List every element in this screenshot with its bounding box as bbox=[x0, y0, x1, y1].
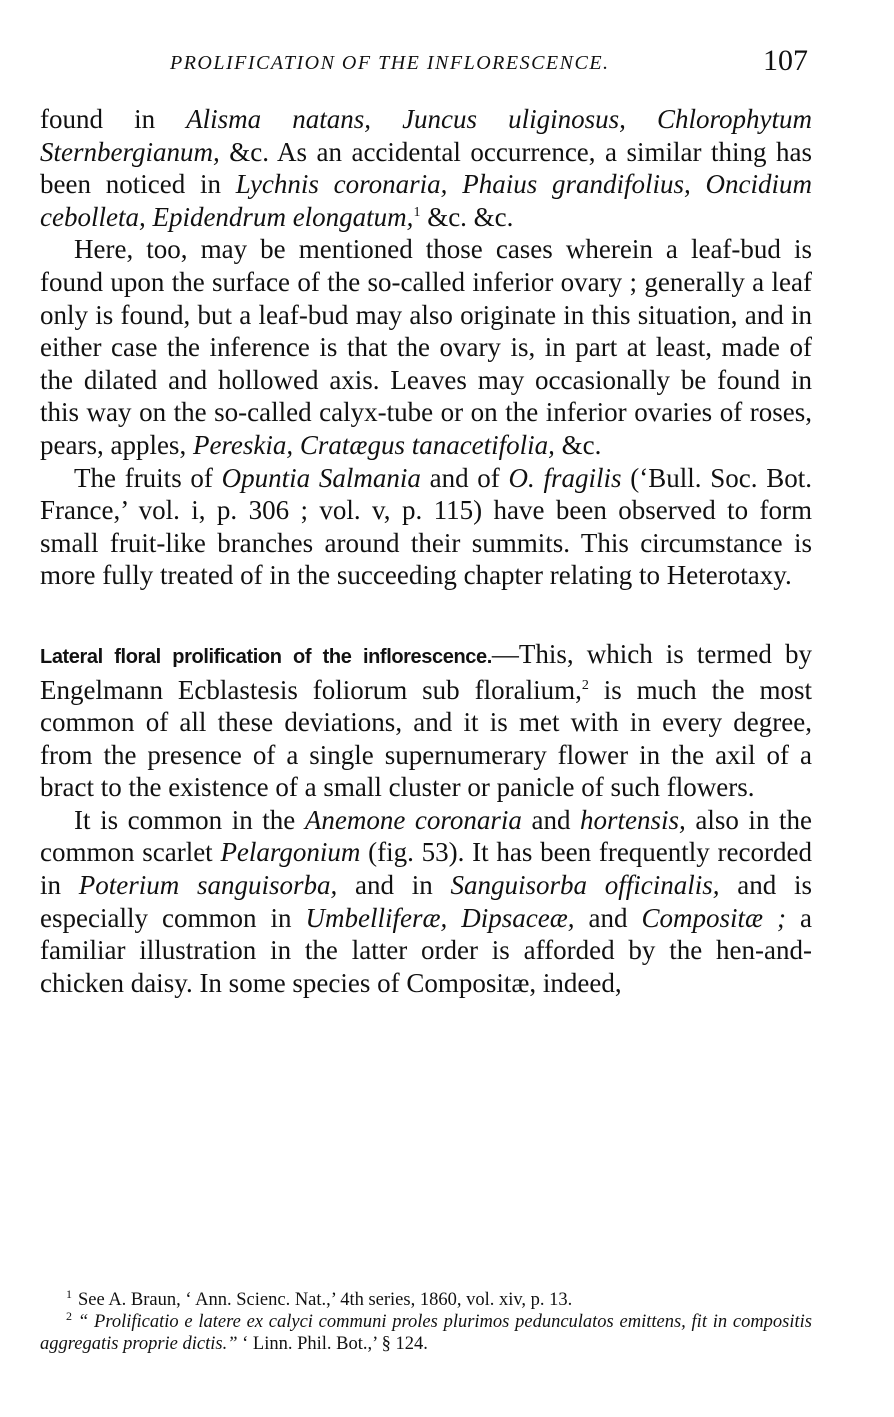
text-run: and bbox=[521, 804, 581, 835]
italic-run: Alisma natans, Juncus uliginosus, Chlorophytum Sternbergianum, bbox=[40, 104, 812, 167]
italic-run: O. fragilis bbox=[508, 462, 622, 493]
text-run: and of bbox=[420, 462, 509, 493]
italic-run: Pereskia, Cratægus tanacetifolia, bbox=[192, 429, 555, 460]
text-run: and bbox=[574, 902, 642, 933]
italic-run: Compositæ ; bbox=[641, 902, 786, 933]
footnote-mark: 2 bbox=[66, 1308, 72, 1323]
italic-run: Poterium sanguisorba, bbox=[78, 870, 338, 901]
text-run: a familiar illustration in the latter order is afforded by the hen-and-chicken daisy. In some species of Compositæ, indeed, bbox=[40, 902, 812, 998]
text-run: (‘Bull. Soc. Bot. France,’ vol. i, p. 306 ; vol. v, p. 115) have been observed to form small fruit-like branches around their summits. This circumstance is more fully treated of in the succeeding chapter relating to Heterotaxy. bbox=[40, 462, 812, 591]
body-text bbox=[40, 103, 812, 999]
paragraph-1 bbox=[40, 103, 812, 233]
running-title: PROLIFICATION OF THE INFLORESCENCE. bbox=[170, 52, 610, 74]
text-run: —This, which is termed by Engelmann Ecblastesis foliorum sub floralium, bbox=[40, 638, 812, 705]
paragraph-2 bbox=[40, 233, 812, 461]
text-run: and is especially common in bbox=[40, 870, 812, 933]
text-run: &c. &c. bbox=[420, 201, 514, 232]
italic-run: Opuntia Salmania bbox=[221, 462, 421, 493]
paragraph-3 bbox=[40, 462, 812, 592]
footnote-text: See A. Braun, ‘ Ann. Scienc. Nat.,’ 4th series, 1860, vol. xiv, p. 13. bbox=[78, 1290, 573, 1310]
italic-run: hortensis, bbox=[580, 804, 686, 835]
footnote-text: ‘ Linn. Phil. Bot.,’ § 124. bbox=[237, 1334, 428, 1354]
paragraph-5 bbox=[40, 804, 812, 1000]
text-run: The fruits of bbox=[74, 462, 222, 493]
text-run: also in the common scarlet bbox=[40, 804, 812, 868]
italic-run: Umbelliferæ, Dipsaceæ, bbox=[305, 902, 575, 933]
text-run: It is common in the bbox=[74, 804, 305, 835]
text-run: (fig. 53). It has been frequently recorded in bbox=[40, 837, 812, 901]
footnote-italic: “ Prolificatio e latere ex calyci communi proles plurimos pedunculatos emittens, fit in compositis aggregatis proprie dictis.” bbox=[40, 1312, 812, 1354]
footnote-mark: 1 bbox=[66, 1286, 72, 1301]
section-heading: Lateral floral prolification of the inflorescence. bbox=[40, 645, 492, 668]
footnotes bbox=[40, 1286, 812, 1355]
page-header bbox=[40, 42, 812, 82]
section-gap bbox=[40, 592, 812, 638]
italic-run: Anemone coronaria bbox=[304, 804, 522, 835]
text-run: &c. As an accidental occurrence, a similar thing has been noticed in bbox=[40, 136, 812, 200]
page-number: 107 bbox=[763, 44, 808, 77]
italic-run: Pelargonium bbox=[220, 837, 361, 868]
text-run: found in bbox=[40, 104, 187, 134]
italic-run: Lychnis coronaria, Phaius grandifolius, Oncidium cebolleta, Epidendrum elongatum, bbox=[40, 169, 812, 232]
text-run: and in bbox=[337, 870, 451, 901]
footnote-ref-1[interactable]: 1 bbox=[413, 204, 421, 220]
text-run: Here, too, may be mentioned those cases wherein a leaf-bud is found upon the surface of the so-called inferior ovary ; generally a leaf only is found, but a leaf-bud may also originate in this situation, and in either case the inference is that the ovary is, in part at least, made of the dilated and hollowed axis. Leaves may occasionally be found in this way on the so-called calyx-tube or on the inferior ovaries of roses, pears, apples, bbox=[40, 234, 812, 460]
italic-run: Sanguisorba officinalis, bbox=[450, 870, 720, 901]
footnote-ref-2[interactable]: 2 bbox=[581, 677, 589, 693]
footnote-1 bbox=[40, 1286, 812, 1311]
footnote-2 bbox=[40, 1308, 812, 1355]
text-run: &c. bbox=[554, 429, 602, 460]
paragraph-4 bbox=[40, 638, 812, 804]
text-run: is much the most common of all these deviations, and it is met with in every degree, from the presence of a single supernumerary flower in the axil of a bract to the existence of a small cluster or panicle of such flowers. bbox=[40, 674, 812, 803]
